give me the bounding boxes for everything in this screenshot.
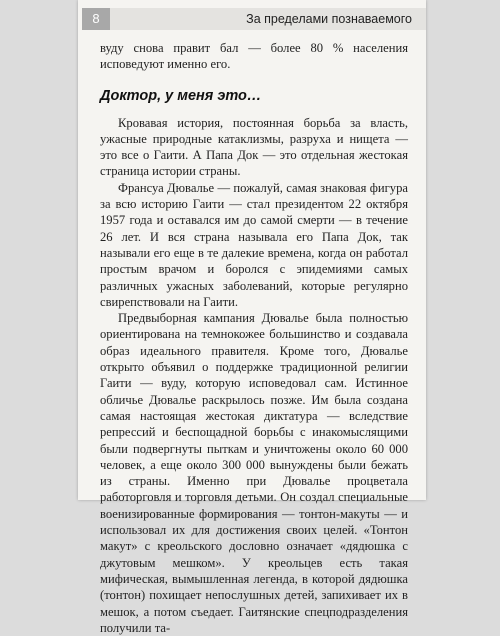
paragraph-2: Франсуа Дювалье — пожалуй, самая знаковая фигура за всю историю Гаити — стал президентом 22 октября 1957 года и оставался им до самой смерти — в течение 26 лет. И вся страна называла его Папа Док, так называли его еще в те далекие времена, когда он работал простым врачом и боролся с эпидемиями самых различных ужасных заболеваний, которые регулярно свирепствовали на Гаити. [100, 180, 408, 309]
intro-paragraph: вуду снова правит бал — более 80 % населения исповедуют именно его. [100, 41, 408, 72]
page-body [100, 40, 408, 636]
paragraph-1: Кровавая история, постоянная борьба за власть, ужасные природные катаклизмы, разруха и нищета — это все о Гаити. А Папа Док — это отдельная жестокая страница истории страны. [100, 115, 408, 179]
page-header [78, 8, 426, 30]
chapter-title: За пределами познаваемого [246, 12, 412, 26]
page-number: 8 [82, 8, 110, 30]
header-bar [110, 8, 426, 30]
section-heading: Доктор, у меня это… [100, 87, 262, 104]
paragraph-3: Предвыборная кампания Дювалье была полностью ориентирована на темнокожее большинство и создавала образ идеального правителя. Кроме того, Дювалье открыто объявил о поддержке традиционной религии Гаити — вуду, которую исповедовал сам. Истинное обличье Дювалье раскрылось позже. Им была создана самая настоящая жестокая диктатура — вследствие репрессий и беспощадной борьбы с инакомыслящими были подвергнуты пыткам и уничтожены около 60 000 человек, а еще около 300 000 вынуждены были бежать из страны. Именно при Дювалье процветала работорговля и торговля детьми. Он создал специальные военизированные формирования — тонтон-макуты — и использовал их для достижения своих целей. «Тонтон макут» с креольского дословно означает «дядюшка с джутовым мешком». У креольцев есть такая мифическая, вымышленная легенда, в которой дядюшка (тонтон) похищает непослушных детей, запихивает их в мешок, а потом съедает. Гаитянские спецподразделения получили та- [100, 311, 408, 635]
book-page [78, 0, 426, 635]
